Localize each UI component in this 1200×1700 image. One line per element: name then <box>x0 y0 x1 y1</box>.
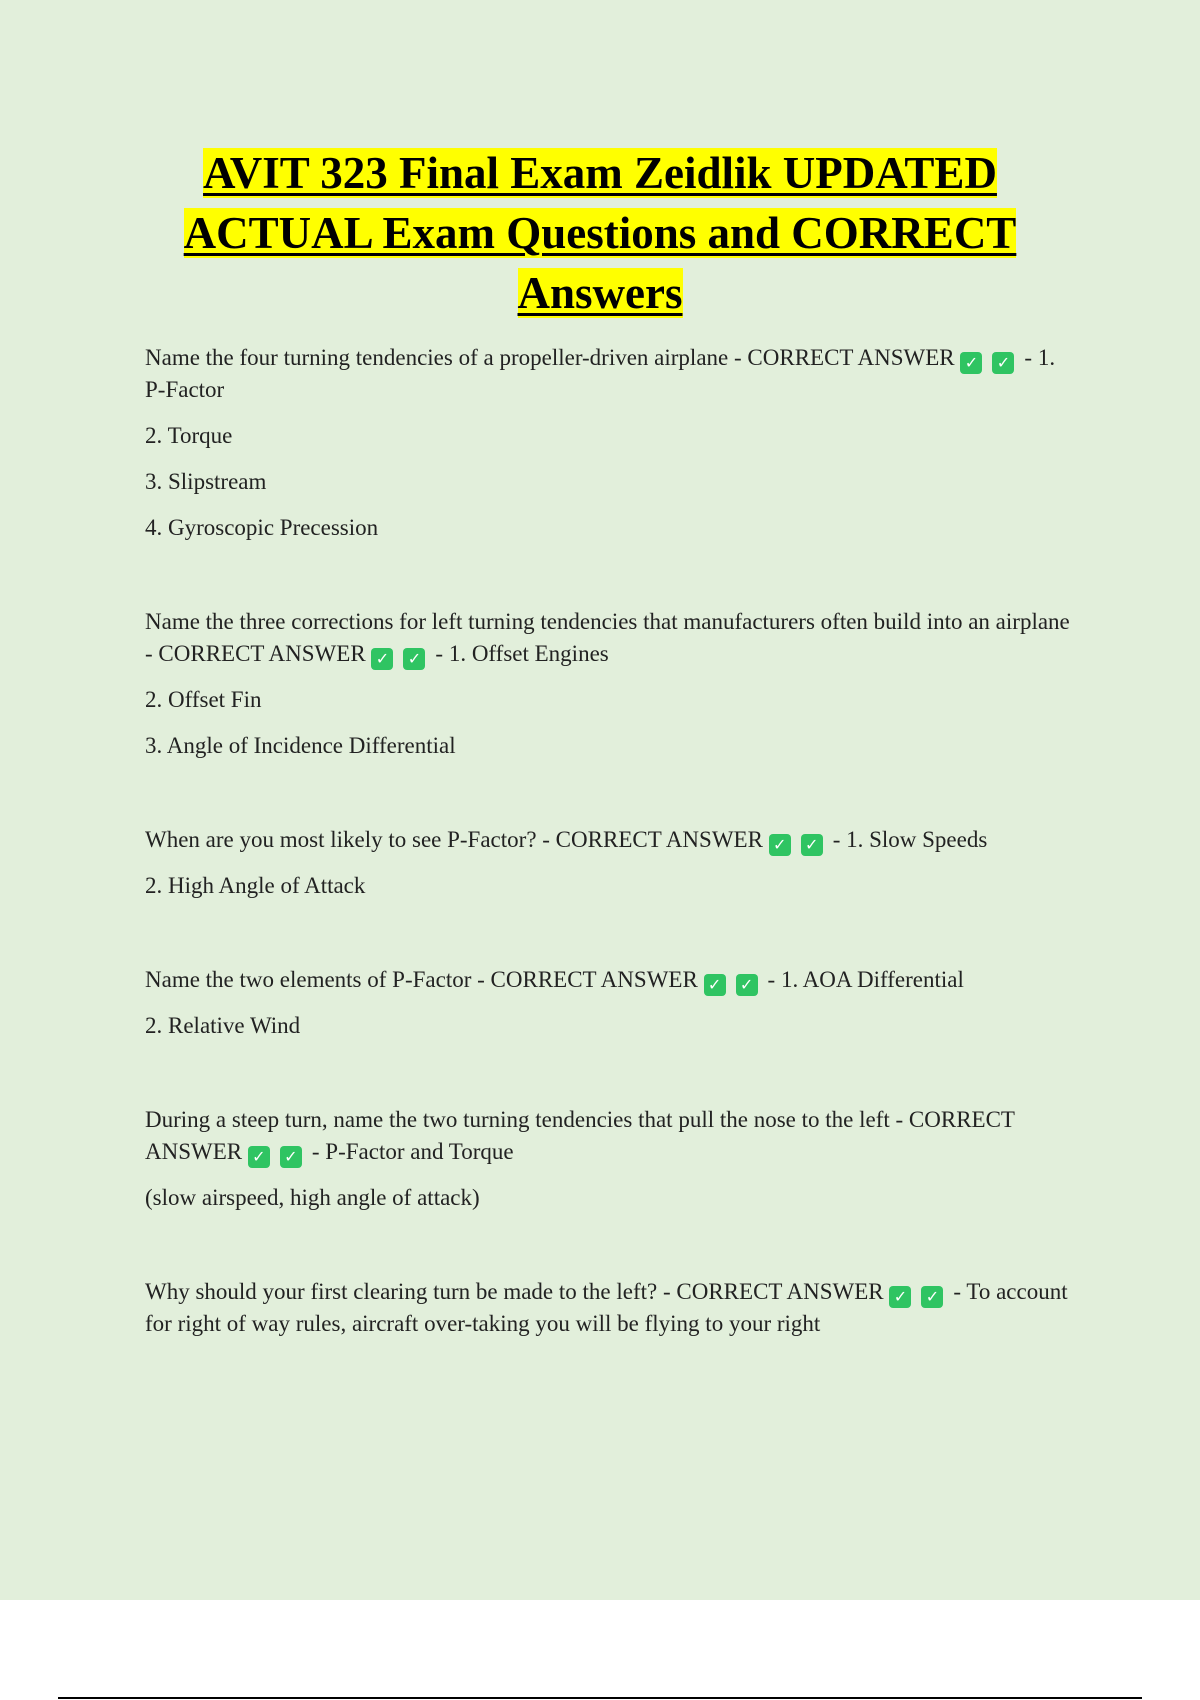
answer-text: - P-Factor and Torque <box>311 1139 514 1164</box>
qa-item <box>145 824 1080 902</box>
title-line-3: Answers <box>517 268 683 318</box>
qa-list <box>145 342 1080 1402</box>
qa-question-line <box>145 1276 1080 1340</box>
check-icon: ✓ <box>801 834 823 856</box>
answer-text: - 1. Offset Engines <box>435 641 609 666</box>
qa-question-line <box>145 1104 1080 1168</box>
check-icon: ✓ <box>992 352 1014 374</box>
answer-text: - 1. Slow Speeds <box>832 827 988 852</box>
question-text: When are you most likely to see P-Factor? - CORRECT ANSWER <box>145 827 763 852</box>
check-icon: ✓ <box>371 648 393 670</box>
answer-text: - 1. P-Factor <box>145 345 1056 402</box>
qa-question-line <box>145 824 1080 856</box>
question-text: Why should your first clearing turn be made to the left? - CORRECT ANSWER <box>145 1279 884 1304</box>
qa-question-line <box>145 964 1080 996</box>
answer-line: 2. Relative Wind <box>145 1013 301 1038</box>
question-text: Name the three corrections for left turning tendencies that manufacturers often build into an airplane - CORRECT ANSWER <box>145 609 1070 666</box>
check-icon: ✓ <box>960 352 982 374</box>
check-icon: ✓ <box>704 974 726 996</box>
answer-line: 2. High Angle of Attack <box>145 873 366 898</box>
question-text: Name the four turning tendencies of a propeller-driven airplane - CORRECT ANSWER <box>145 345 955 370</box>
check-icon: ✓ <box>248 1146 270 1168</box>
question-text: Name the two elements of P-Factor - CORRECT ANSWER <box>145 967 698 992</box>
answer-line: 2. Offset Fin <box>145 687 262 712</box>
qa-question-line <box>145 342 1080 406</box>
answer-line: (slow airspeed, high angle of attack) <box>145 1185 480 1210</box>
answer-line: 4. Gyroscopic Precession <box>145 515 379 540</box>
document-title <box>100 143 1100 323</box>
answer-text: - 1. AOA Differential <box>767 967 964 992</box>
qa-item <box>145 964 1080 1042</box>
check-icon: ✓ <box>889 1286 911 1308</box>
answer-line: 3. Angle of Incidence Differential <box>145 733 456 758</box>
check-icon: ✓ <box>280 1146 302 1168</box>
question-text: During a steep turn, name the two turning tendencies that pull the nose to the left - CORRECT ANSWER <box>145 1107 1015 1164</box>
answer-line: 2. Torque <box>145 423 233 448</box>
qa-item <box>145 342 1080 544</box>
title-line-2: ACTUAL Exam Questions and CORRECT <box>183 208 1017 258</box>
title-line-1: AVIT 323 Final Exam Zeidlik UPDATED <box>203 148 997 198</box>
check-icon: ✓ <box>769 834 791 856</box>
check-icon: ✓ <box>403 648 425 670</box>
qa-item <box>145 1104 1080 1214</box>
check-icon: ✓ <box>736 974 758 996</box>
footer-rule <box>58 1697 1142 1699</box>
qa-item <box>145 606 1080 762</box>
qa-item <box>145 1276 1080 1340</box>
check-icon: ✓ <box>921 1286 943 1308</box>
answer-text: - To account for right of way rules, aircraft over-taking you will be flying to your right <box>145 1279 1068 1336</box>
qa-question-line <box>145 606 1080 670</box>
answer-line: 3. Slipstream <box>145 469 267 494</box>
